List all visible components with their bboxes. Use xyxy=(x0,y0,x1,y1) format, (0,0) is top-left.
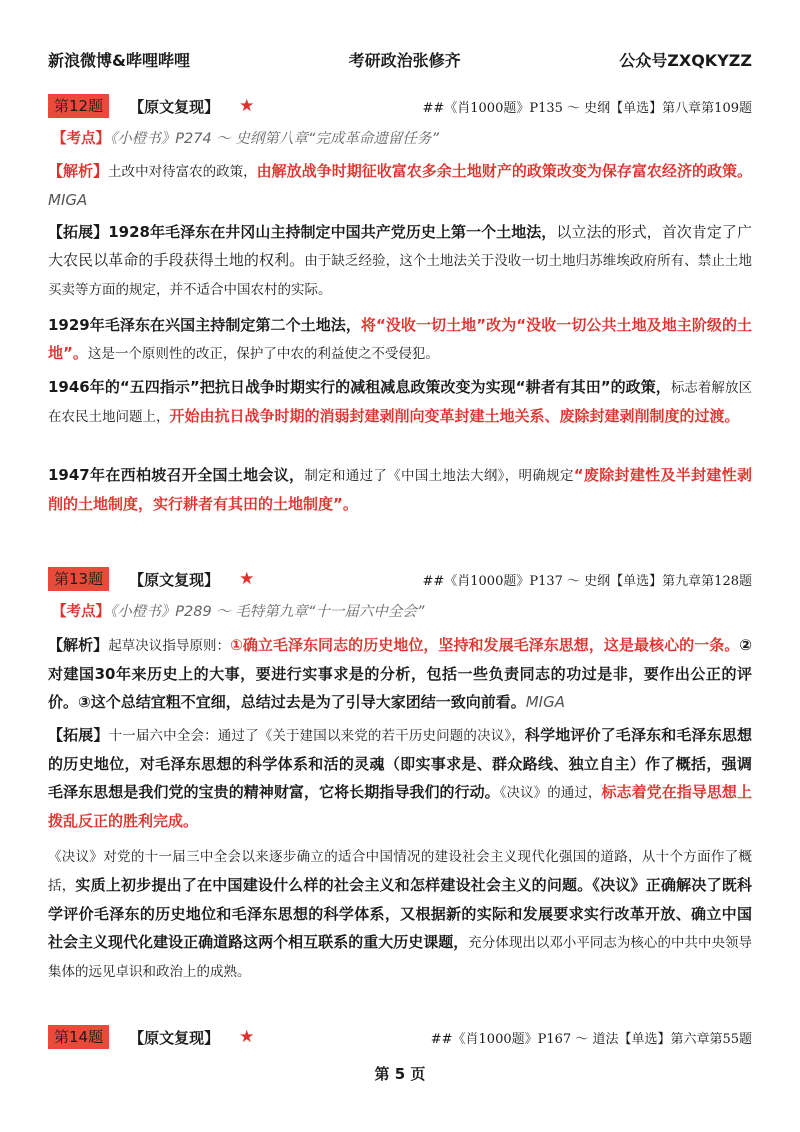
q12-kaodian xyxy=(52,127,752,148)
q12-p4-c: “废除封建性及半封建性剥削的土地制度，实行耕者有其田的土地制度”。 xyxy=(48,466,752,513)
q12-p3-a: 1946年的“五四指示”把抗日战争时期实行的减租减息政策改变为实现“耕者有其田”的政策， xyxy=(48,378,671,396)
q14-source: ##《肖1000题》P167 ～ 道法【单选】第六章第55题 xyxy=(430,1031,752,1047)
q12-p4-b: 制定和通过了《中国土地法大纲》，明确规定 xyxy=(304,468,574,484)
header-right: 公众号ZXQKYZZ xyxy=(619,50,752,70)
q13-t4: 标志着党在指导思想上拨乱反正的胜利完成。 xyxy=(48,783,752,830)
q12-p4 xyxy=(48,461,752,518)
q12-p3-c: 开始由抗日战争时期的消弱封建剥削向变革封建土地关系、废除封建剥削制度的过渡。 xyxy=(169,407,740,425)
q14-heading xyxy=(48,1025,752,1049)
q13-jiexi xyxy=(48,631,752,716)
q13-t3: 《决议》的通过， xyxy=(499,785,602,801)
q13-jiexi-1: 起草决议指导原则： xyxy=(108,638,231,654)
q13-t1: 十一届六中全会：通过了《关于建国以来党的若干历史问题的决议》， xyxy=(108,728,525,744)
q12-orig-tag: 【原文复现】 xyxy=(129,97,220,116)
q13-source: ##《肖1000题》P137 ～ 史纲【单选】第九章第128题 xyxy=(422,573,752,589)
q12-tuozhan-tag: 【拓展】 xyxy=(48,223,109,241)
q13-t2: 科学地评价了毛泽东和毛泽东思想的历史地位，对毛泽东思想的科学体系和活的灵魂（即实事求是、群众路线、独立自主）作了概括，强调毛泽东思想是我们党的宝贵的精神财富，它将长期指导我们的行动。 xyxy=(48,726,752,801)
q12-kaodian-text: 《小橙书》P274 ～ 史纲第八章“完成革命遗留任务” xyxy=(110,131,439,147)
q13-j1: 《决议》对党的十一届三中全会以来逐步确立的适合中国情况的建设社会主义现代化强国的道路，从十个方面作了概括， xyxy=(48,849,752,894)
q13-jueyi xyxy=(48,842,752,986)
q12-tuozhan xyxy=(48,218,752,304)
q12-jiexi-tag: 【解析】 xyxy=(48,162,109,180)
q13-j3: 充分体现出以邓小平同志为核心的中共中央领导集体的远见卓识和政治上的成熟。 xyxy=(48,935,752,980)
header-left: 新浪微博&哔哩哔哩 xyxy=(48,50,190,70)
q12-p1-a: 1928年毛泽东在井冈山主持制定中国共产党历史上第一个土地法， xyxy=(108,223,557,241)
q12-heading xyxy=(48,94,752,118)
q12-label: 第12题 xyxy=(48,94,109,118)
q13-tuozhan xyxy=(48,721,752,835)
q12-p1-c: 由于缺乏经验，这个土地法关于没收一切土地归苏维埃政府所有、禁止土地买卖等方面的规定，并不适合中国农村的实际。 xyxy=(48,253,752,298)
q13-tuozhan-tag: 【拓展】 xyxy=(48,726,109,744)
q14-label: 第14题 xyxy=(48,1025,109,1049)
q13-kaodian xyxy=(52,600,752,621)
q13-jiexi-2: ①确立毛泽东同志的历史地位，坚持和发展毛泽东思想，这是最核心的一条。 xyxy=(230,636,740,654)
page-number: 第 5 页 xyxy=(374,1065,426,1083)
q13-jiexi-3: ②对建国30年来历史上的大事，要进行实事求是的分析，包括一些负责同志的功过是非，要作出公正的评价。③这个总结宜粗不宜细，总结过去是为了引导大家团结一致向前看。 xyxy=(48,636,752,711)
header-center: 考研政治张修齐 xyxy=(348,50,461,70)
q12-jiexi-3: MIGA xyxy=(48,191,88,209)
q12-p2 xyxy=(48,311,752,368)
q12-p2-c: 这是一个原则性的改正，保护了中农的利益使之不受侵犯。 xyxy=(87,346,439,362)
star-icon: ★ xyxy=(239,569,255,589)
q12-p4-a: 1947年在西柏坡召开全国土地会议， xyxy=(48,466,305,484)
q12-p2-b: 将“没收一切土地”改为“没收一切公共土地及地主阶级的土地”。 xyxy=(48,316,753,362)
q12-p1-b: 以立法的形式，首次肯定了广大农民以革命的手段获得土地的权利。 xyxy=(48,223,752,269)
q13-kaodian-tag: 【考点】 xyxy=(52,604,110,620)
q12-kaodian-tag: 【考点】 xyxy=(52,131,110,147)
q12-jiexi-1: 土改中对待富农的政策， xyxy=(108,164,257,180)
q13-jiexi-4: MIGA xyxy=(525,693,565,711)
q13-jiexi-tag: 【解析】 xyxy=(48,636,109,654)
q12-source: ##《肖1000题》P135 ～ 史纲【单选】第八章第109题 xyxy=(422,100,752,116)
q13-kaodian-text: 《小橙书》P289 ～ 毛特第九章“十一届六中全会” xyxy=(110,604,425,620)
q12-p2-a: 1929年毛泽东在兴国主持制定第二个土地法， xyxy=(48,316,361,334)
q12-jiexi xyxy=(48,157,752,214)
q12-p3-b: 标志着解放区在农民土地问题上， xyxy=(48,380,753,425)
q12-jiexi-2: 由解放战争时期征收富农多余土地财产的政策改变为保存富农经济的政策。 xyxy=(256,162,752,180)
q12-p3 xyxy=(48,373,752,431)
star-icon: ★ xyxy=(239,1027,255,1047)
q14-orig-tag: 【原文复现】 xyxy=(129,1028,220,1047)
q13-j2: 实质上初步提出了在中国建设什么样的社会主义和怎样建设社会主义的问题。《决议》正确解决了既科学评价毛泽东的历史地位和毛泽东思想的科学体系，又根据新的实际和发展要求实行改革开放、确立中国社会主义现代化建设正确道路这两个相互联系的重大历史课题， xyxy=(48,876,752,951)
q13-label: 第13题 xyxy=(48,567,109,591)
q13-heading xyxy=(48,567,752,591)
star-icon: ★ xyxy=(239,96,255,116)
q13-orig-tag: 【原文复现】 xyxy=(129,570,220,589)
page-header xyxy=(48,47,752,71)
